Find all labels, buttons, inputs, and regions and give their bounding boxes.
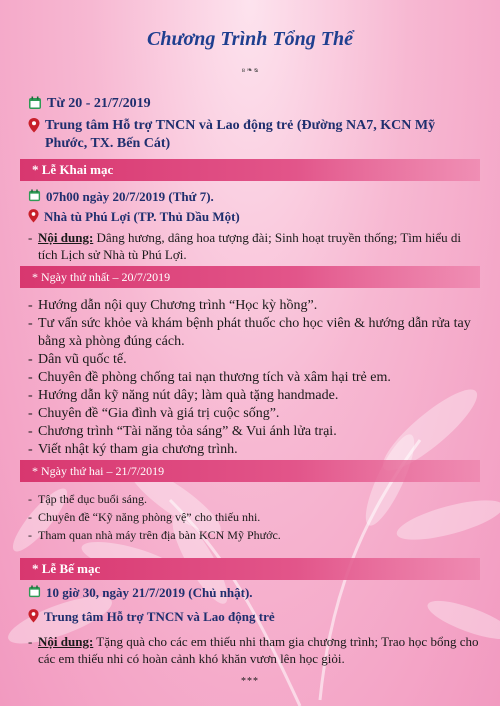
section-heading-day2: * Ngày thứ hai – 21/7/2019 (20, 460, 480, 482)
closing-content (28, 633, 480, 667)
closing-content-item (28, 633, 480, 667)
opening-place: Nhà tù Phú Lợi (TP. Thủ Dầu Một) (44, 209, 240, 224)
list-item: - Hướng dẫn nội quy Chương trình “Học kỳ hồng”. (28, 297, 480, 315)
closing-time-row (28, 584, 480, 602)
list-item: - Dân vũ quốc tế. (28, 351, 480, 369)
section-closing (28, 584, 480, 667)
opening-time-row (28, 188, 480, 206)
content-label: Nội dung: (38, 230, 94, 245)
calendar-icon (28, 96, 42, 116)
title-ornament: ᴕ ❧ ᴓ (241, 66, 259, 74)
closing-place-row (28, 608, 480, 627)
location-pin-icon (28, 209, 39, 227)
day1-list (28, 297, 480, 459)
list-item: - Chuyên đề phòng chống tai nạn thương tích và xâm hại trẻ em. (28, 369, 480, 387)
closing-content-text: Tặng quà cho các em thiếu nhi tham gia chương trình; Trao học bổng cho các em thiếu nhi có hoàn cảnh khó khăn vươn lên học giỏi. (38, 634, 479, 666)
section-day1 (28, 297, 480, 459)
calendar-icon (28, 585, 41, 602)
header-info (28, 95, 480, 153)
header-location-row (28, 117, 480, 153)
section-heading-opening: * Lễ Khai mạc (20, 159, 480, 181)
list-item: - Viết nhật ký tham gia chương trình. (28, 441, 480, 459)
end-mark: *** (241, 676, 259, 687)
calendar-icon (28, 189, 41, 206)
list-item: - Chuyên đề “Kỹ năng phòng vệ” cho thiếu nhi. (28, 508, 480, 526)
location-pin-icon (28, 609, 39, 627)
list-item: - Chương trình “Tài năng tỏa sáng” & Vui ánh lửa trại. (28, 423, 480, 441)
page-title: Chương Trình Tổng Thể (147, 28, 353, 50)
opening-content-text: Dâng hương, dâng hoa tượng đài; Sinh hoạt truyền thống; Tìm hiểu di tích Lịch sử Nhà tù Phú Lợi. (38, 230, 462, 262)
list-item: - Tư vấn sức khỏe và khám bệnh phát thuốc cho học viên & hướng dẫn rửa tay bằng xà phòng đúng cách. (28, 315, 480, 351)
list-item: - Tham quan nhà máy trên địa bàn KCN Mỹ Phước. (28, 526, 480, 544)
day2-list (28, 490, 480, 544)
content-label: Nội dung: (38, 634, 94, 649)
section-heading-closing: * Lễ Bế mạc (20, 558, 480, 580)
header-location: Trung tâm Hỗ trợ TNCN và Lao động trẻ (Đường NA7, KCN Mỹ Phước, TX. Bến Cát) (45, 118, 436, 151)
section-opening (28, 188, 480, 263)
list-item: - Tập thể dục buổi sáng. (28, 490, 480, 508)
opening-time: 07h00 ngày 20/7/2019 (Thứ 7). (46, 189, 214, 204)
section-day2 (28, 490, 480, 544)
closing-place: Trung tâm Hỗ trợ TNCN và Lao động trẻ (44, 609, 275, 624)
closing-time: 10 giờ 30, ngày 21/7/2019 (Chủ nhật). (46, 585, 253, 600)
section-heading-day1: * Ngày thứ nhất – 20/7/2019 (20, 266, 480, 288)
list-item: - Hướng dẫn kỹ năng nút dây; làm quà tặng handmade. (28, 387, 480, 405)
opening-place-row (28, 208, 480, 227)
opening-content-item (28, 229, 480, 263)
header-date: Từ 20 - 21/7/2019 (47, 96, 151, 111)
header-date-row (28, 95, 480, 116)
location-pin-icon (28, 118, 40, 139)
opening-content (28, 229, 480, 263)
list-item: - Chuyên đề “Gia đình và giá trị cuộc sống”. (28, 405, 480, 423)
